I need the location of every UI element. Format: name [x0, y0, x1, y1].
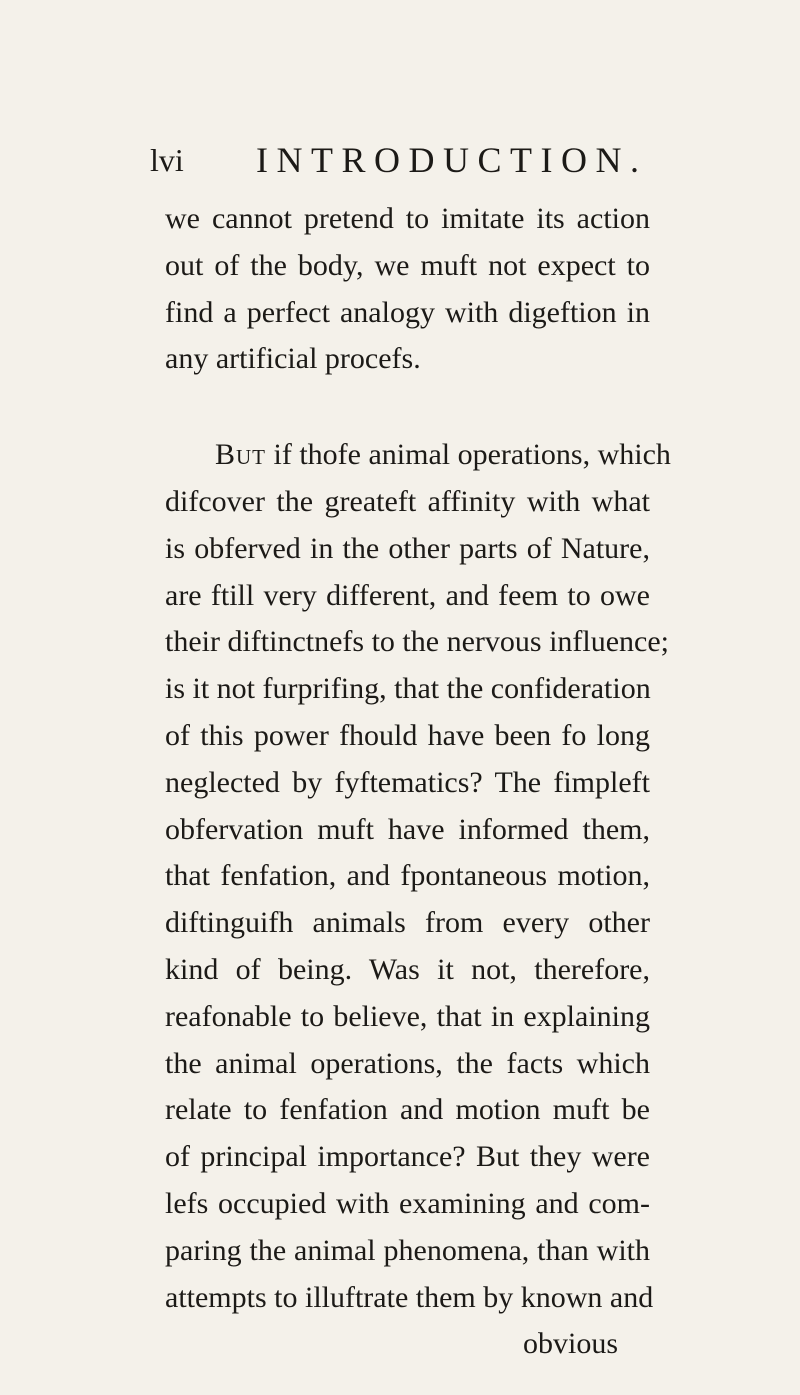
paragraph-1 [165, 196, 650, 383]
text-line: lefs occupied with examining and com- [165, 1186, 650, 1220]
line-rest: if thofe animal operations, which [266, 438, 671, 472]
text-line: any artificial procefs. [165, 342, 421, 376]
text-line: relate to fenfation and motion muft be [165, 1093, 650, 1127]
text-line: we cannot pretend to imitate its action [165, 202, 650, 235]
text-line: obfervation muft have informed them, [165, 812, 650, 846]
text-line: is obferved in the other parts of Nature, [165, 531, 650, 565]
text-line: diftinguifh animals from every other [165, 906, 650, 940]
catchword: obvious [522, 1327, 618, 1361]
text-line: of principal importance? But they were [165, 1140, 650, 1174]
text-line: kind of being. Was it not, therefore, [165, 952, 650, 986]
text-line [165, 432, 671, 479]
paragraph-gap [165, 383, 650, 432]
lead-word: But [215, 438, 267, 472]
text-line: of this power fhould have been fo long [165, 718, 650, 752]
text-line: out of the body, we muft not expect to [165, 248, 650, 282]
text-line: find a perfect analogy with digeftion in [165, 295, 650, 329]
text-line: reafonable to believe, that in explaining [165, 999, 650, 1033]
paragraph-2 [165, 432, 671, 1368]
text-line: are ftill very different, and feem to owe [165, 578, 650, 612]
text-line: that fenfation, and fpontaneous motion, [165, 859, 650, 893]
text-line: paring the animal phenomena, than with [165, 1233, 650, 1267]
text-line: the animal operations, the facts which [165, 1046, 650, 1080]
text-line: neglected by fyftematics? The fimpleft [165, 765, 650, 799]
text-line: attempts to illuftrate them by known and [165, 1280, 654, 1314]
page-number: lvi [150, 142, 184, 178]
text-line: is it not furprifing, that the confideration [165, 672, 651, 706]
text-line: their diftinctnefs to the nervous influence; [165, 625, 670, 659]
text-line: difcover the greateft affinity with what [165, 484, 650, 518]
running-head: INTRODUCTION. [256, 140, 648, 180]
body-text [165, 196, 671, 1368]
page-header [150, 138, 710, 182]
